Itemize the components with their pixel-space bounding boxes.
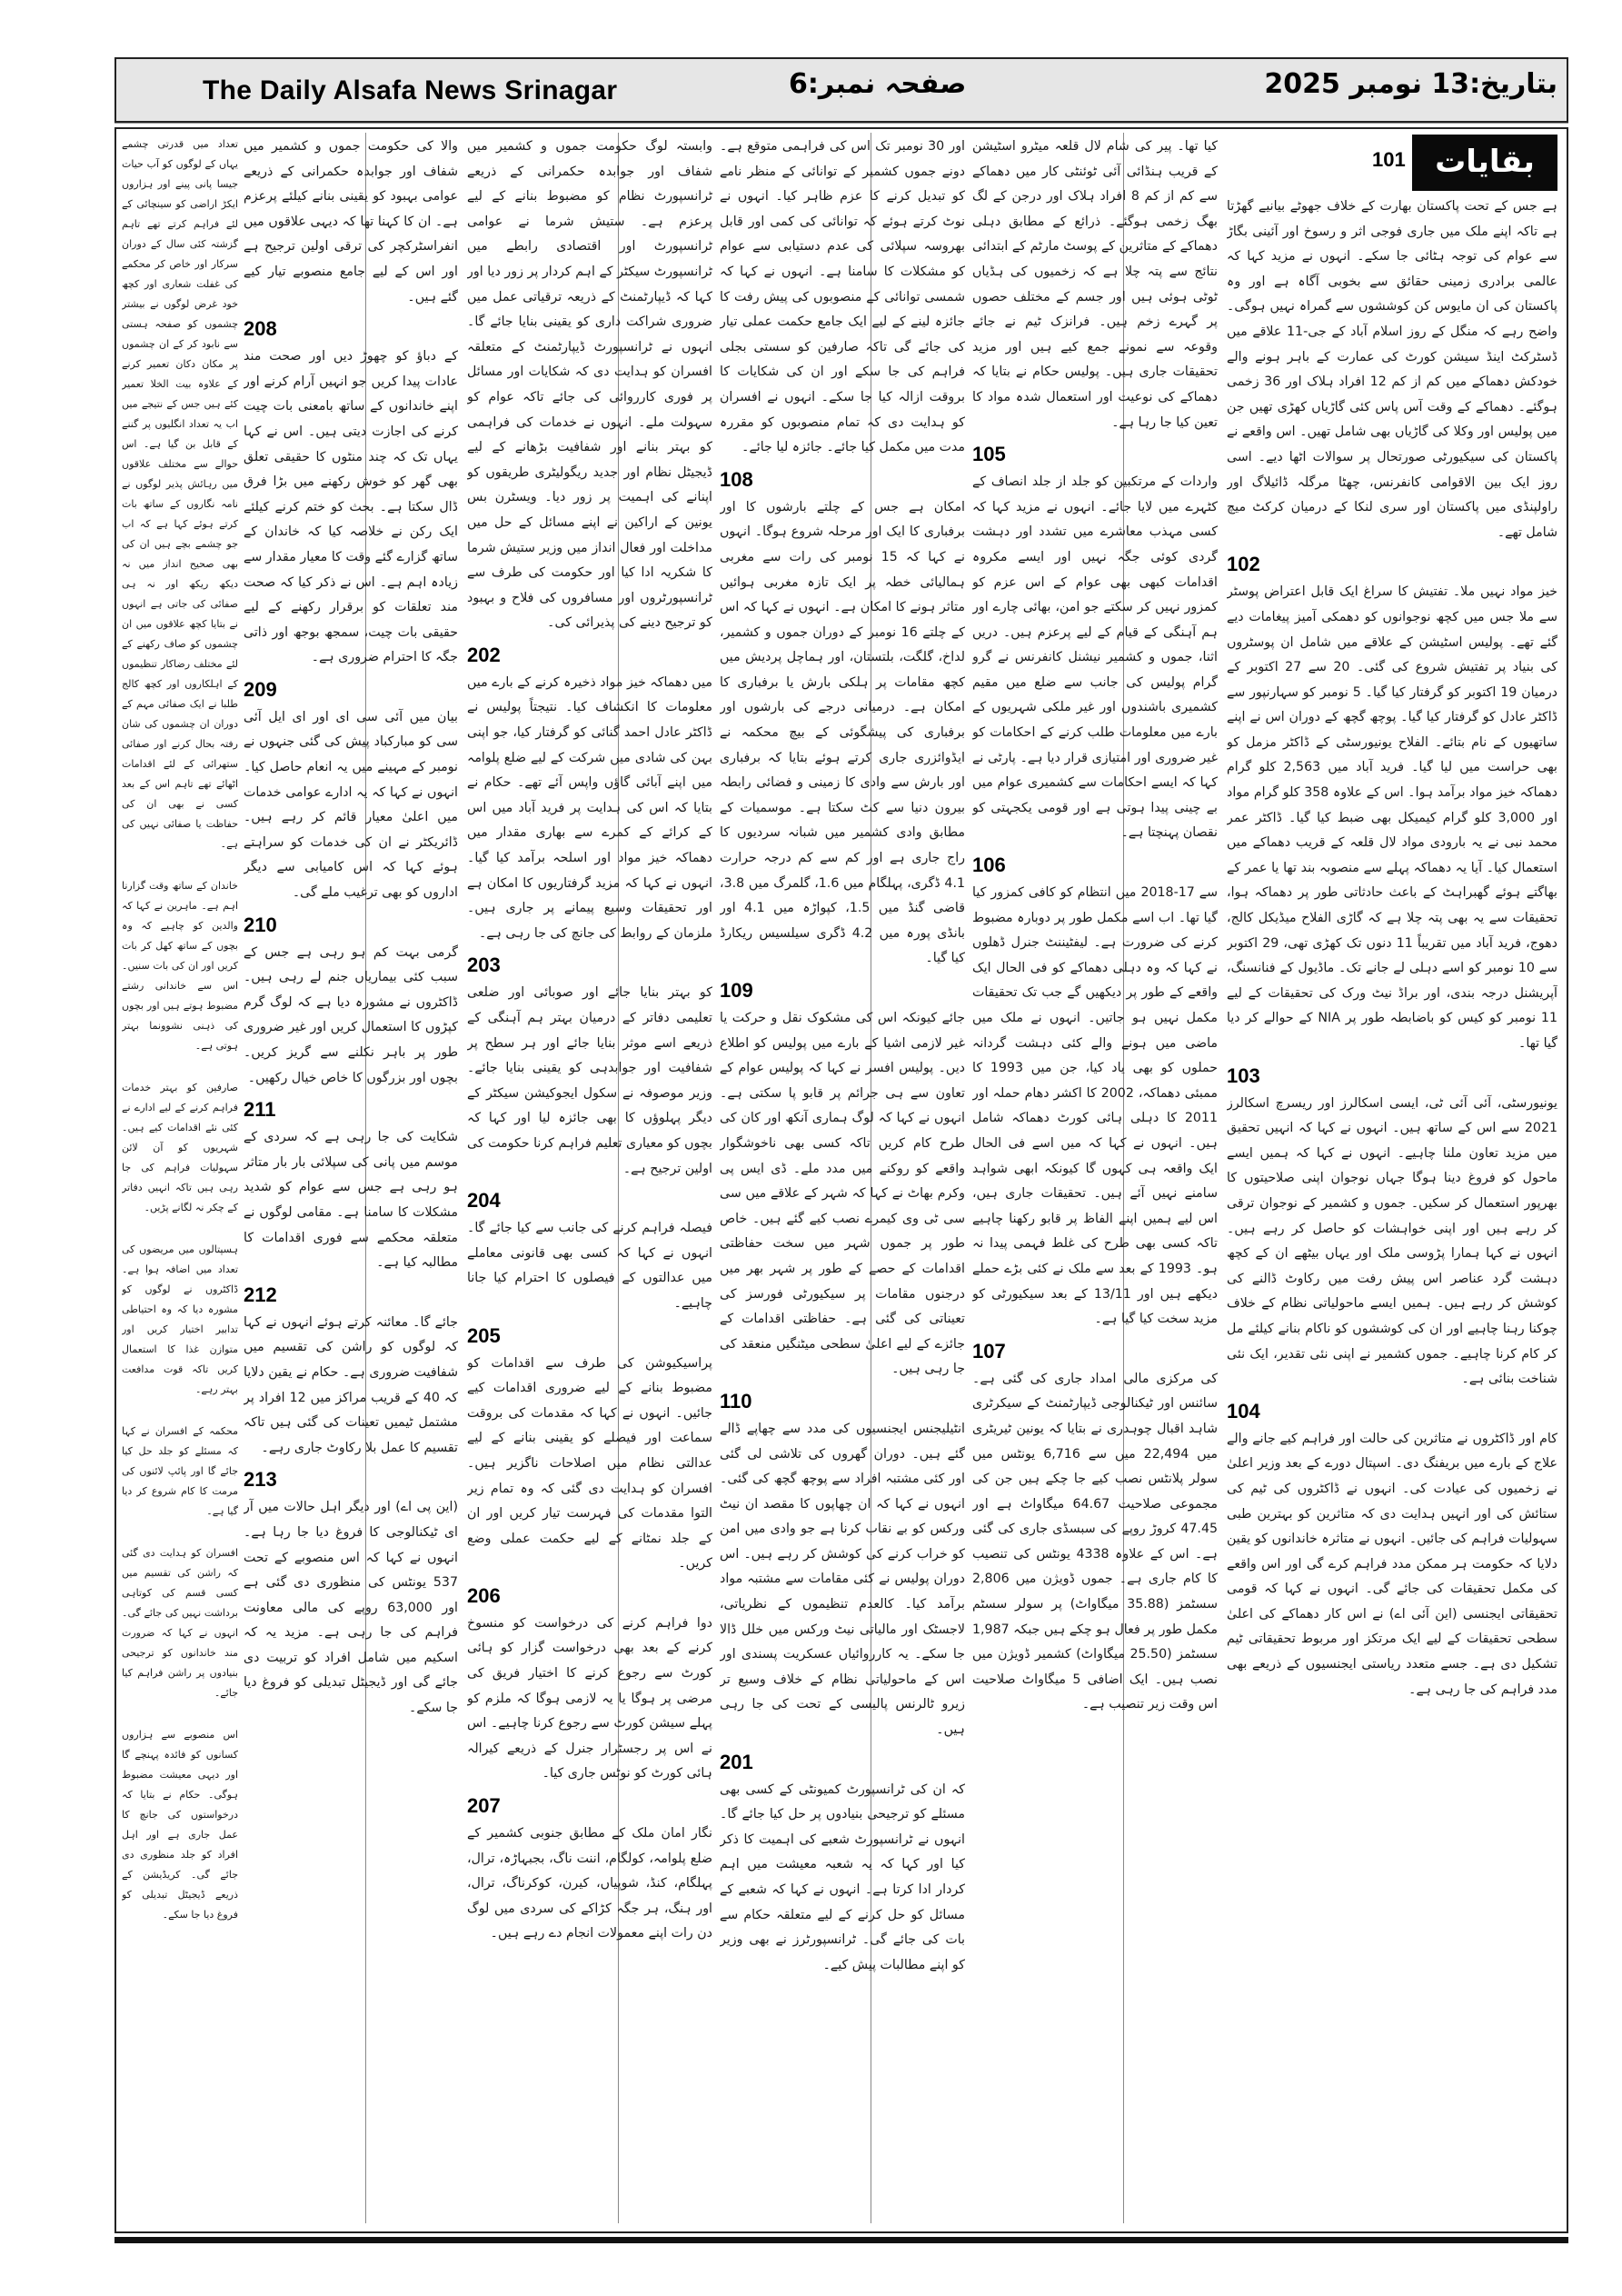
- section-number: 108: [720, 467, 753, 491]
- section-number: 212: [244, 1283, 277, 1306]
- section-number: 107: [972, 1339, 1006, 1363]
- newspaper-title: The Daily Alsafa News Srinagar: [203, 75, 618, 105]
- article-continuation: سے 17-2018 میں انتظام کو کافی کمزور کیا گیا تھا۔ اب اسے مکمل طور پر دوبارہ مضبوط کرنے کی ضرورت ہے۔ لیفٹیننٹ جنرل ڈھلوں نے کہا کہ وہ دہلی دھماکے کو فی الحال ایک واقعے کے طور پر دیکھیں گے جب تک تحقیقات مکمل نہیں ہو جاتیں۔ انہوں نے ملک میں ماضی میں ہونے والے کئی دہشت گردانہ حملوں کو بھی یاد کیا، جن میں 1993 کا ممبئی دھماکہ، 2002 کا اکشر دھام حملہ اور 2011 کا دہلی ہائی کورٹ دھماکہ شامل ہیں۔ انہوں نے کہا کہ میں اسے فی الحال ایک واقعہ ہی کہوں گا کیونکہ ابھی شواہد سامنے نہیں آئے ہیں۔ تحقیقات جاری ہیں، اس لیے ہمیں اپنے الفاظ پر قابو رکھنا چاہیے تاکہ کسی بھی طرح کی غلط فہمی پیدا نہ ہو۔ 1993 کے بعد سے ملک نے کئی بڑے حملے دیکھے ہیں اور 13/11 کے بعد سیکیورٹی کو مزید سخت کیا گیا ہے۔: [972, 885, 1218, 1327]
- article-continuation: کو بہتر بنایا جائے اور صوبائی اور ضلعی تعلیمی دفاتر کے درمیان بہتر ہم آہنگی کے ذریعے اسے موثر بنایا جائے اور ہر سطح پر شفافیت اور جوابدہی کو یقینی بنایا جائے۔ وزیر موصوفہ نے سکول ایجوکیشن سیکٹر کے دیگر پہلوؤں کا بھی جائزہ لیا اور کہا کہ بچوں کو معیاری تعلیم فراہم کرنا حکومت کی اولین ترجیح ہے۔: [467, 985, 712, 1176]
- bottom-rule: [114, 2237, 1568, 2243]
- column-left: [122, 135, 238, 2225]
- article-continuation: (این پی اے) اور دیگر اہل حالات میں آر ای ٹیکنالوجی کا فروغ دیا جا رہا ہے۔ انہوں نے کہا کہ اس منصوبے کے تحت 537 یونٹس کی منظوری دی گئی ہے اور 63,000 روپے کی مالی معاونت فراہم کی جا رہی ہے۔ مزید یہ کہ اسکیم میں شامل افراد کو تربیت دی جائے گی اور ڈیجیٹل تبدیلی کو فروغ دیا جا سکے۔: [244, 1500, 458, 1716]
- section-number: 104: [1227, 1399, 1260, 1423]
- section-number: 201: [720, 1750, 753, 1773]
- article-continuation: ہسپتالوں میں مریضوں کی تعداد میں اضافہ ہوا ہے۔ ڈاکٹروں نے لوگوں کو مشورہ دیا کہ وہ احتیاطی تدابیر اختیار کریں اور متوازن غذا کا استعمال کریں تاکہ قوت مدافعت بہتر رہے۔: [122, 1243, 238, 1395]
- column-3: [467, 135, 712, 2225]
- section-number: 204: [467, 1189, 501, 1213]
- column-2: [244, 135, 458, 2225]
- section-number: 206: [467, 1583, 501, 1607]
- page-number-label: صفحہ نمبر:6: [789, 68, 967, 100]
- section-number: 203: [467, 953, 501, 977]
- column-5: [972, 135, 1218, 2225]
- article-continuation: میں دھماکہ خیز مواد ذخیرہ کرنے کے بارے میں معلومات کا انکشاف کیا۔ نتیجتاً پولیس نے ڈاکٹر عادل احمد گنائی کو گرفتار کیا، جو اپنی بہن کی شادی میں شرکت کے لیے ضلع پلوامہ میں اپنے آبائی گاؤں واپس آئے تھے۔ حکام نے بتایا کہ اس کی ہدایت پر فرید آباد میں اس کے کرائے کے کمرے سے بھاری مقدار میں دھماکہ خیز مواد اور اسلحہ برآمد کیا گیا۔ انہوں نے کہا کہ مزید گرفتاریوں کا امکان ہے اور تحقیقات وسیع پیمانے پر جاری ہیں۔ ملزمان کے روابط کی جانچ کی جا رہی ہے۔: [467, 674, 712, 941]
- article-continuation: جائے گا۔ معائنہ کرتے ہوئے انہوں نے کہا کہ لوگوں کو راشن کی تقسیم میں شفافیت ضروری ہے۔ حکام نے یقین دلایا کہ 40 کے قریب مراکز میں 12 افراد پر مشتمل ٹیمیں تعینات کی گئی ہیں تاکہ تقسیم کا عمل بلا رکاوٹ جاری رہے۔: [244, 1314, 458, 1455]
- section-number: 205: [467, 1323, 501, 1347]
- section-number: 202: [467, 643, 501, 666]
- article-continuation: والا کی حکومت جموں و کشمیر میں شفاف اور جوابدہ حکمرانی کے ذریعے عوامی بہبود کو یقینی بنانے کیلئے پرعزم ہے۔ ان کا کہنا تھا کہ دیہی علاقوں میں انفراسٹرکچر کی ترقی اولین ترجیح ہے اور اس کے لیے جامع منصوبے تیار کیے گئے ہیں۔: [244, 139, 458, 304]
- article-continuation: وابستہ لوگ حکومت جموں و کشمیر میں شفاف اور جوابدہ حکمرانی کے ذریعے ٹرانسپورٹ نظام کو مضبوط بنانے کے لیے پرعزم ہے۔ ستیش شرما نے عوامی ٹرانسپورٹ اور اقتصادی رابطے میں ٹرانسپورٹ سیکٹر کے اہم کردار پر زور دیا اور کہا کہ ڈیپارٹمنٹ کے ذریعہ ترقیاتی عمل میں ضروری شراکت داری کو یقینی بنایا جائے گا۔ انہوں نے ٹرانسپورٹ ڈیپارٹمنٹ کے متعلقہ افسران کو ہدایت دی کہ شکایات اور مسائل پر فوری کارروائی کی جائے تاکہ عوام کو سہولت ملے۔ انہوں نے خدمات کی فراہمی کو بہتر بنانے اور شفافیت بڑھانے کے لیے ڈیجیٹل نظام اور جدید ریگولیٹری طریقوں کو اپنانے کی اہمیت پر زور دیا۔ ویسٹرن بس یونین کے اراکین نے اپنے مسائل کے حل میں مداخلت اور فعال انداز میں وزیر ستیش شرما کا شکریہ ادا کیا اور حکومت کی طرف سے ٹرانسپورٹروں اور مسافروں کی فلاح و بہبود کو ترجیح دینے کی پذیرائی کی۔: [467, 139, 712, 631]
- article-continuation: صارفین کو بہتر خدمات فراہم کرنے کے لیے ادارے نے کئی نئے اقدامات کیے ہیں۔ شہریوں کو آن لائن سہولیات فراہم کی جا رہی ہیں تاکہ انہیں دفاتر کے چکر نہ لگانے پڑیں۔: [122, 1082, 238, 1213]
- article-continuation: افسران کو ہدایت دی گئی کہ راشن کی تقسیم میں کسی قسم کی کوتاہی برداشت نہیں کی جائے گی۔ انہوں نے کہا کہ ضرورت مند خاندانوں کو ترجیحی بنیادوں پر راشن فراہم کیا جائے۔: [122, 1547, 238, 1699]
- section-number: 208: [244, 317, 277, 341]
- section-number: 211: [244, 1098, 276, 1122]
- article-continuation: کے دباؤ کو چھوڑ دیں اور صحت مند عادات پیدا کریں جو انہیں آرام کرنے اور اپنے خاندانوں کے ساتھ بامعنی بات چیت کرنے کی اجازت دیتی ہیں۔ اس نے کہا یہاں تک کہ چند منٹوں کا حقیقی تعلق بھی گھر کو خوش رکھنے میں بڑا فرق ڈال سکتا ہے۔ بحث کو ختم کرنے کیلئے ایک رکن نے خلاصہ کیا کہ خاندان کے ساتھ گزارے گئے وقت کا معیار مقدار سے زیادہ اہم ہے۔ اس نے ذکر کیا کہ صحت مند تعلقات کو برقرار رکھنے کے لیے حقیقی بات چیت، سمجھ بوجھ اور ذاتی جگہ کا احترام ضروری ہے۔: [244, 349, 458, 665]
- section-number: 210: [244, 913, 277, 936]
- section-number: 103: [1227, 1063, 1260, 1087]
- section-number: 106: [972, 854, 1006, 877]
- column-4: [720, 135, 965, 2225]
- article-continuation: جائے کیونکہ اس کی مشکوک نقل و حرکت یا غیر لازمی اشیا کے بارے میں پولیس کو اطلاع دیں۔ پولیس افسر نے کہا کہ پولیس عوام کے تعاون سے ہی جرائم پر قابو پا سکتی ہے۔ انہوں نے کہا کہ لوگ ہماری آنکھ اور کان کی طرح کام کریں تاکہ کسی بھی ناخوشگوار واقعے کو روکنے میں مدد ملے۔ ڈی ایس پی وکرم بھاٹ نے کہا کہ شہر کے علاقے میں سی سی ٹی وی کیمرے نصب کیے گئے ہیں۔ خاص طور پر جموں شہر میں سخت حفاظتی اقدامات کے حصے کے طور پر شہر بھر میں درجنوں مقامات پر سیکیورٹی فورسز کی تعیناتی کی گئی ہے۔ حفاظتی اقدامات کے جائزے کے لیے اعلیٰ سطحی میٹنگیں منعقد کی جا رہی ہیں۔: [720, 1011, 965, 1377]
- article-continuation: اور 30 نومبر تک اس کی فراہمی متوقع ہے۔ دونے جموں کشمیر کے توانائی کے منظر نامے کو تبدیل کرنے کا عزم ظاہر کیا۔ انہوں نے نوٹ کرتے ہوئے کہ توانائی کی کمی اور قابل بھروسہ سپلائی کی عدم دستیابی سے عوام کو مشکلات کا سامنا ہے۔ انہوں نے کہا کہ شمسی توانائی کے منصوبوں کی پیش رفت کا جائزہ لینے کے لیے ایک جامع حکمت عملی تیار کی جائے گی تاکہ صارفین کو سستی بجلی فراہم کی جا سکے اور ان کی شکایات کا بروقت ازالہ کیا جا سکے۔ انہوں نے افسران کو ہدایت دی کہ تمام منصوبوں کو مقررہ مدت میں مکمل کیا جائے۔ جائزہ لیا جائے۔: [720, 139, 965, 455]
- article-continuation: واردات کے مرتکبین کو جلد از جلد انصاف کے کٹہرے میں لایا جائے۔ انہوں نے مزید کہا کہ کسی مہذب معاشرے میں تشدد اور دہشت گردی کوئی جگہ نہیں اور ایسے مکروہ اقدامات کبھی بھی عوام کے اس عزم کو کمزور نہیں کر سکتے جو امن، بھائی چارے اور ہم آہنگی کے قیام کے لیے پرعزم ہیں۔ دریں اثنا، جموں و کشمیر نیشنل کانفرنس نے گرو گرام پولیس کی جانب سے ضلع میں مقیم کشمیری باشندوں اور غیر ملکی شہریوں کے بارے میں معلومات طلب کرنے کے احکامات کو غیر ضروری اور امتیازی قرار دیا ہے۔ پارٹی نے کہا کہ ایسے احکامات سے کشمیری عوام میں بے چینی پیدا ہوتی ہے اور قومی یکجہتی کو نقصان پہنچتا ہے۔: [972, 474, 1218, 841]
- article-continuation: دوا فراہم کرنے کی درخواست کو منسوخ کرنے کے بعد بھی درخواست گزار کو ہائی کورٹ سے رجوع کرنے کا اختیار فریق کی مرضی پر ہوگا یا یہ لازمی ہوگا کہ ملزم کو پہلے سیشن کورٹ سے رجوع کرنا چاہیے۔ اس نے اس پر رجسٹرار جنرل کے ذریعے کیرالہ ہائی کورٹ کو نوٹس جاری کیا۔: [467, 1615, 712, 1782]
- article-continuation: نگار امان ملک کے مطابق جنوبی کشمیر کے ضلع پلوامہ، کولگام، اننت ناگ، بجبہاڑہ، ترال، پہلگام، کنڈ، شوپیاں، کیرن، کوکرناگ، ترال، اور ہنگ، ہر جگہ کڑاکے کی سردی میں لوگ دن رات اپنے معمولات انجام دے رہے ہیں۔: [467, 1826, 712, 1942]
- article-continuation: کیا تھا۔ پیر کی شام لال قلعہ میٹرو اسٹیشن کے قریب ہنڈائی آئی ٹوئنٹی کار میں دھماکے سے کم از کم 8 افراد ہلاک اور درجن کے لگ بھگ زخمی ہوگئے۔ ذرائع کے مطابق دہلی دھماکے کے متاثرین کے پوسٹ مارٹم کے ابتدائی نتائج سے پتہ چلا ہے کہ زخمیوں کی ہڈیاں ٹوٹی ہوئی ہیں اور جسم کے مختلف حصوں پر گہرے زخم ہیں۔ فرانزک ٹیم نے جائے وقوعہ سے نمونے جمع کیے ہیں اور مزید تحقیقات جاری ہیں۔ پولیس حکام نے بتایا کہ دھماکے کی نوعیت اور استعمال شدہ مواد کا تعین کیا جا رہا ہے۔: [972, 139, 1218, 430]
- article-continuation: ہے جس کے تحت پاکستان بھارت کے خلاف جھوٹے بیانیے گھڑتا ہے تاکہ اپنے ملک میں جاری فوجی اثر و رسوخ اور آئینی بگاڑ سے عوام کی توجہ ہٹائی جا سکے۔ انہوں نے مزید کہا کہ عالمی برادری زمینی حقائق سے بخوبی آگاہ ہے اور وہ پاکستان کی ان مایوس کن کوششوں سے گمراہ نہیں ہوگی۔ واضح رہے کہ منگل کے روز اسلام آباد کے جی-11 علاقے میں ڈسٹرکٹ اینڈ سیشن کورٹ کی عمارت کے باہر ہونے والے خودکش دھماکے میں کم از کم 12 افراد ہلاک اور 36 زخمی ہوگئے۔ دھماکے کے وقت آس پاس کئی گاڑیاں کھڑی تھیں جن میں پولیس اور وکلا کی گاڑیاں بھی شامل تھیں۔ اس واقعے نے پاکستان کی سیکیورٹی صورتحال پر سوالات اٹھا دیے۔ اسی روز ایک بین الاقوامی کانفرنس، چھٹا مرگلہ ڈائیلاگ اور راولپنڈی میں پاکستان اور سری لنکا کے درمیان کرکٹ میچ شامل تھے۔: [1227, 199, 1557, 540]
- section-number: 109: [720, 979, 753, 1002]
- article-continuation: یونیورسٹی، آئی آئی ٹی، ایسی اسکالرز اور ریسرچ اسکالرز 2021 سے اس کے ساتھ ہیں۔ انہوں نے کہا کہ انہیں تحقیق میں مزید تعاون ملنا چاہیے۔ انہوں نے کہا کہ ہمیں ایسے ماحول کو فروغ دینا ہوگا جہاں نوجوان اپنی صلاحیتوں کا بھرپور استعمال کر سکیں۔ جموں و کشمیر کے نوجوان ترقی کر رہے ہیں اور اپنی خواہشات کو حاصل کر رہے ہیں۔ انہوں نے کہا ہمارا پڑوسی ملک اور یہاں بیٹھے ان کے کچھ دہشت گرد عناصر اس پیش رفت میں رکاوٹ ڈالنے کی کوشش کر رہے ہیں۔ ہمیں ایسے ماحولیاتی نظام کے خلاف چوکنا رہنا چاہیے اور ان کی کوششوں کو ناکام بنانے کیلئے مل کر کام کرنا چاہیے۔ جموں کشمیر نے اپنی نئی تقدیر، ایک نئی شناخت بنائی ہے۔: [1227, 1095, 1557, 1387]
- column-right: [1227, 135, 1557, 2225]
- article-continuation: خاندان کے ساتھ وقت گزارنا اہم ہے۔ ماہرین نے کہا کہ والدین کو چاہیے کہ وہ بچوں کے ساتھ کھل کر بات کریں اور ان کی بات سنیں۔ اس سے خاندانی رشتے مضبوط ہوتے ہیں اور بچوں کی ذہنی نشوونما بہتر ہوتی ہے۔: [122, 880, 238, 1052]
- article-continuation: انٹیلیجنس ایجنسیوں کی مدد سے چھاپے ڈالے گئے ہیں۔ دوران گھروں کی تلاشی لی گئی اور کئی مشتبہ افراد سے پوچھ گچھ کی گئی۔ انہوں نے کہا کہ ان چھاپوں کا مقصد ان نیٹ ورکس کو بے نقاب کرنا ہے جو وادی میں امن کو خراب کرنے کی کوشش کر رہے ہیں۔ اس دوران پولیس نے کئی مقامات سے مشتبہ مواد برآمد کیا۔ کالعدم تنظیموں کے نظریاتی، لاجسٹک اور مالیاتی نیٹ ورکس میں خلل ڈالا جا سکے۔ یہ کارروائیاں عسکریت پسندی اور اس کے ماحولیاتی نظام کے خلاف وسیع تر زیرو ٹالرنس پالیسی کے تحت کی جا رہی ہیں۔: [720, 1421, 965, 1738]
- article-continuation: کام اور ڈاکٹروں نے متاثرین کی حالت اور فراہم کیے جانے والے علاج کے بارے میں بریفنگ دی۔ اسپتال دورے کے بعد وزیر اعلیٰ نے زخمیوں کی عیادت کی۔ انہوں نے ڈاکٹروں کی ٹیم کی ستائش کی اور انہیں ہدایت دی کہ متاثرین کو بہترین طبی سہولیات فراہم کی جائیں۔ انہوں نے متاثرہ خاندانوں کو یقین دلایا کہ حکومت ہر ممکن مدد فراہم کرے گی اور اس واقعے کی مکمل تحقیقات کی جائے گی۔ انہوں نے کہا کہ قومی تحقیقاتی ایجنسی (این آئی اے) نے اس کار دھماکے کی اعلیٰ سطحی تحقیقات کے لیے ایک مرتکز اور مربوط تحقیقاتی ٹیم تشکیل دی ہے۔ جسے متعدد ریاستی ایجنسیوں کے ذریعے بھی مدد فراہم کی جا رہی ہے۔: [1227, 1431, 1557, 1697]
- article-continuation: بیان میں آئی سی ای اور ای ایل آئی سی کو مبارکباد پیش کی گئی جنہوں نے نومبر کے مہینے میں یہ انعام حاصل کیا۔ انہوں نے کہا کہ یہ ادارے عوامی خدمات میں اعلیٰ معیار قائم کر رہے ہیں۔ ڈائریکٹر نے ان کی خدمات کو سراہتے ہوئے کہا کہ اس کامیابی سے دیگر اداروں کو بھی ترغیب ملے گی۔: [244, 709, 458, 901]
- article-continuation: امکان ہے جس کے چلتے بارشوں کا اور برفباری کا ایک اور مرحلہ شروع ہوگا۔ انہوں نے کہا کہ 15 نومبر کی رات سے مغربی ہمالیائی خطہ پر ایک تازہ مغربی ہوائیں متاثر ہونے کا امکان ہے۔ انہوں نے کہا کہ اس کے چلتے 16 نومبر کے دوران جموں و کشمیر، لداخ، گلگت، بلتستان، اور ہماچل پردیش میں کچھ مقامات پر ہلکی بارش یا برفباری کا امکان ہے۔ درمیانی درجے کی بارشوں اور برفباری کی پیشگوئی کے بیچ محکمہ نے ایڈوائزری جاری کرتے ہوئے بتایا کہ برفباری اور بارش سے وادی کا زمینی و فضائی رابطہ بیرون دنیا سے کٹ سکتا ہے۔ موسمیات کے مطابق وادی کشمیر میں شبانہ سردیوں کا راج جاری ہے اور کم سے کم درجہ حرارت 4.1 ڈگری، پہلگام میں 1.6، گلمرگ میں 3.8، قاضی گنڈ میں 1.5، کپواڑہ میں 4.1 اور بانڈی پورہ میں 4.2 ڈگری سیلسیس ریکارڈ کیا گیا۔: [720, 499, 965, 966]
- article-continuation: اس منصوبے سے ہزاروں کسانوں کو فائدہ پہنچے گا اور دیہی معیشت مضبوط ہوگی۔ حکام نے بتایا کہ درخواستوں کی جانچ کا عمل جاری ہے اور اہل افراد کو جلد منظوری دی جائے گی۔ کریڈیشن کے ذریعے ڈیجیٹل تبدیلی کو فروغ دیا جا سکے۔: [122, 1729, 238, 1921]
- article-continuation: گرمی بہت کم ہو رہی ہے جس کے سبب کئی بیماریاں جنم لے رہی ہیں۔ ڈاکٹروں نے مشورہ دیا ہے کہ لوگ گرم کپڑوں کا استعمال کریں اور غیر ضروری طور پر باہر نکلنے سے گریز کریں۔ بچوں اور بزرگوں کا خاص خیال رکھیں۔: [244, 944, 458, 1085]
- article-continuation: کی مرکزی مالی امداد جاری کی گئی ہے۔ سائنس اور ٹیکنالوجی ڈیپارٹمنٹ کے سیکرٹری شاہد اقبال چوہدری نے بتایا کہ یونین ٹیریٹری میں 22,494 میں سے 6,716 یونٹس میں سولر پلانٹس نصب کیے جا چکے ہیں جن کی مجموعی صلاحیت 64.67 میگاواٹ ہے اور 47.45 کروڑ روپے کی سبسڈی جاری کی گئی ہے۔ اس کے علاوہ 4338 یونٹس کی تنصیب کا کام جاری ہے۔ جموں ڈویژن میں 2,806 سسٹمز (35.88 میگاواٹ) پر سولر سسٹم مکمل طور پر فعال ہو چکے ہیں جبکہ 1,987 سسٹمز (25.50 میگاواٹ) کشمیر ڈویژن میں نصب ہیں۔ ایک اضافی 5 میگاواٹ صلاحیت اس وقت زیر تنصیب ہے۔: [972, 1371, 1218, 1712]
- article-continuation: فیصلہ فراہم کرنے کی جانب سے کیا جائے گا۔ انہوں نے کہا کہ کسی بھی قانونی معاملے میں عدالتوں کے فیصلوں کا احترام کیا جانا چاہیے۔: [467, 1221, 712, 1311]
- section-number: 110: [720, 1389, 752, 1413]
- section-number: 209: [244, 677, 277, 701]
- article-continuation: شکایت کی جا رہی ہے کہ سردی کے موسم میں پانی کی سپلائی بار بار متاثر ہو رہی ہے جس سے عوام کو شدید مشکلات کا سامنا ہے۔ مقامی لوگوں نے متعلقہ محکمے سے فوری اقدامات کا مطالبہ کیا ہے۔: [244, 1130, 458, 1271]
- page-content: [114, 127, 1568, 2233]
- article-continuation: تعداد میں قدرتی چشمے یہاں کے لوگوں کو آب حیات جیسا پانی پینے اور ہزاروں ایکڑ اراضی کو سینچائی کے لئے فراہم کرتے تھے تاہم گزشتہ کئی سال کے دوران سرکار اور خاص کر محکمے کی غفلت شعاری اور کچھ خود غرض لوگوں نے بیشتر چشموں کو صفحہ ہستی سے نابود کر کے ان چشموں پر مکان دکان تعمیر کرنے کے علاوہ بیت الخلا تعمیر کئے ہیں جس کے نتیجے میں اب یہ تعداد انگلیوں پر گننے کے قابل بن گیا ہے۔ اس حوالے سے مختلف علاقوں میں رہائش پذیر لوگوں نے نامہ نگاروں کے ساتھ بات کرتے ہوئے کہا ہے کہ اب جو چشمے بچے ہیں ان کی بھی صحیح انداز میں نہ دیکھ ریکھ اور نہ ہی صفائی کی جاتی ہے انہوں نے بتایا کچھ علاقوں میں ان چشموں کو صاف رکھنے کے لئے مختلف رضاکار تنظیموں کے اہلکاروں اور کچھ کالج طلبا نے ایک صفائی مہم کے دوران ان چشموں کی شان رفتہ بحال کرنے اور صفائی ستھرائی کے لئے اقدامات اٹھائے تھے تاہم اس کے بعد کسی نے بھی ان کی حفاظت یا صفائی نہیں کی ہے۔: [122, 138, 238, 850]
- section-number: 102: [1227, 553, 1260, 576]
- section-number: 207: [467, 1794, 501, 1818]
- article-continuation: پراسیکیوشن کی طرف سے اقدامات کو مضبوط بنانے کے لیے ضروری اقدامات کیے جائیں۔ انہوں نے کہا کہ مقدمات کی بروقت سماعت اور فیصلے کو یقینی بنانے کے لیے عدالتی نظام میں اصلاحات ناگزیر ہیں۔ افسران کو ہدایت دی گئی کہ وہ تمام زیر التوا مقدمات کی فہرست تیار کریں اور ان کے جلد نمٹانے کے لیے حکمت عملی وضع کریں۔: [467, 1355, 712, 1572]
- article-continuation: محکمہ کے افسران نے کہا کہ مسئلے کو جلد حل کیا جائے گا اور پائپ لائنوں کی مرمت کا کام شروع کر دیا گیا ہے۔: [122, 1425, 238, 1517]
- section-number: 101: [1372, 148, 1406, 171]
- article-continuation: خیز مواد نہیں ملا۔ تفتیش کا سراغ ایک قابل اعتراض پوسٹر سے ملا جس میں کچھ نوجوانوں کو دھمکی آمیز پیغامات دیے گئے تھے۔ پولیس اسٹیشن کے علاقے میں شامل ان پوسٹروں کی بنیاد پر تفتیش شروع کی گئی۔ 20 سے 27 اکتوبر کے درمیان 19 اکتوبر کو گرفتار کیا گیا۔ 5 نومبر کو سہارنپور سے ڈاکٹر عادل کو گرفتار کیا گیا۔ پوچھ گچھ کے دوران اس نے اپنے ساتھیوں کے نام بتائے۔ الفلاح یونیورسٹی کے ڈاکٹر مزمل کو بھی حراست میں لیا گیا۔ فرید آباد میں 2,563 کلو گرام دھماکہ خیز مواد برآمد ہوا۔ اس کے علاوہ 358 کلو گرام مواد اور 3,000 کلو گرام کیمیکل بھی ضبط کیا گیا۔ ڈاکٹر عمر محمد نبی نے یہ بارودی مواد لال قلعہ کے قریب دھماکے میں استعمال کیا۔ آیا یہ دھماکہ پہلے سے منصوبہ بند تھا یا عمر کے بھاگتے ہوئے گھبراہٹ کے باعث حادثاتی طور پر دھماکہ ہوا، تحقیقات سے یہ بھی پتہ چلا ہے کہ گاڑی الفلاح میڈیکل کالج، دھوج، فرید آباد میں تقریباً 11 دنوں تک کھڑی تھی، 29 اکتوبر سے 10 نومبر کو اسے دہلی لے جانے تک۔ ماڈیول کے فنانسنگ، آپریشنل درجہ بندی، اور براڈ نیٹ ورک کی تحقیقات کے لیے 11 نومبر کو کیس کو باضابطہ طور پر NIA کے حوالے کر دیا گیا تھا۔: [1227, 584, 1557, 1051]
- section-number: 105: [972, 443, 1006, 466]
- date-label: بتاریخ:13 نومبر 2025: [1264, 68, 1557, 100]
- section-header-baqaya: بقایات: [1412, 135, 1557, 191]
- section-number: 213: [244, 1468, 277, 1492]
- article-continuation: کہ ان کی ٹرانسپورٹ کمیونٹی کے کسی بھی مسئلے کو ترجیحی بنیادوں پر حل کیا جائے گا۔ انہوں نے ٹرانسپورٹ شعبے کی اہمیت کا ذکر کیا اور کہا کہ یہ شعبہ معیشت میں اہم کردار ادا کرتا ہے۔ انہوں نے کہا کہ شعبے کے مسائل کو حل کرنے کے لیے متعلقہ حکام سے بات کی جائے گی۔ ٹرانسپورٹرز نے بھی وزیر کو اپنے مطالبات پیش کیے۔: [720, 1782, 965, 1972]
- section-header-box: [1227, 135, 1557, 191]
- masthead: [114, 57, 1568, 123]
